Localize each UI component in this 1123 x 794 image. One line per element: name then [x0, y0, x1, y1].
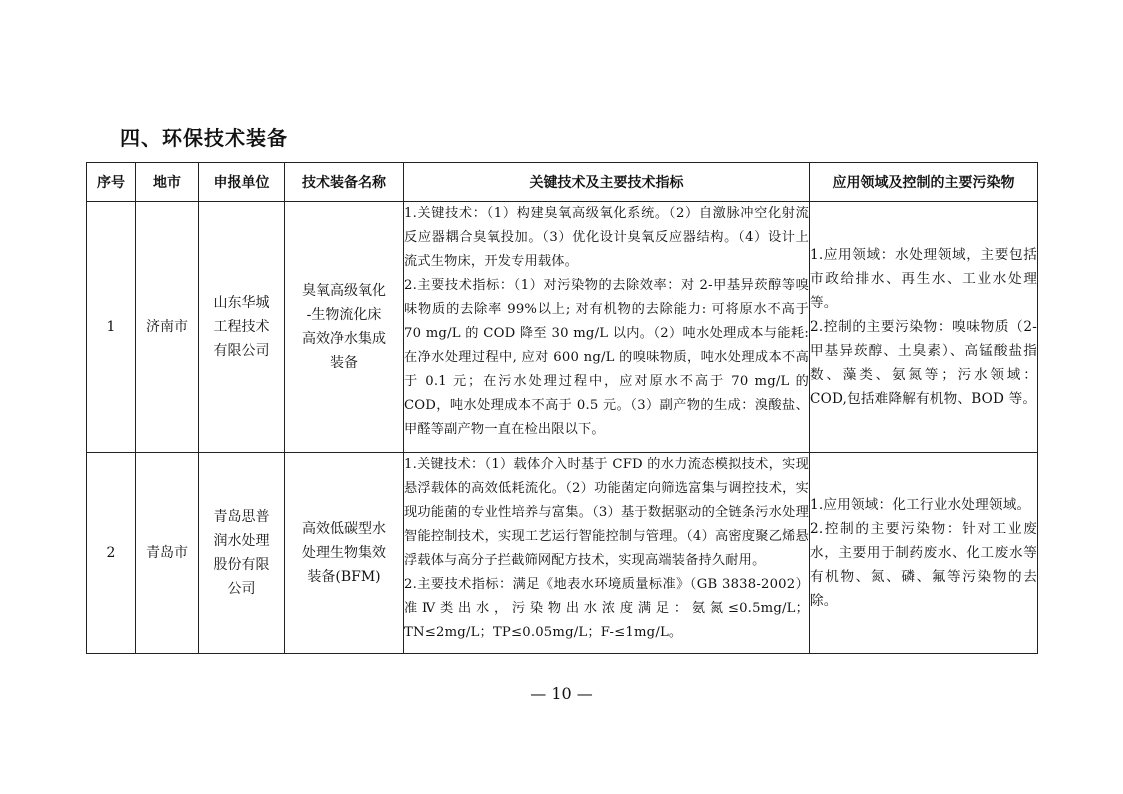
section-title: 四、环保技术装备 [120, 126, 288, 150]
unit-line: 工程技术 [213, 319, 270, 335]
row-key-tech [404, 453, 810, 654]
header-city: 地市 [136, 163, 199, 202]
name-line: 臭氧高级氧化 [302, 283, 386, 299]
table-header-row [87, 163, 1038, 202]
header-equipment-name: 技术装备名称 [285, 163, 404, 202]
row-city: 青岛市 [136, 453, 199, 654]
name-line: -生物流化床 [306, 307, 382, 323]
table-row [87, 202, 1038, 453]
row-city: 济南市 [136, 202, 199, 453]
unit-line: 股份有限 [213, 557, 270, 573]
row-application [810, 453, 1038, 654]
header-unit: 申报单位 [199, 163, 285, 202]
unit-line: 山东华城 [213, 295, 270, 311]
application-paragraph: 1.应用领域：化工行业水处理领域。 [810, 497, 1031, 513]
application-paragraph: 1.应用领域：水处理领域，主要包括市政给排水、再生水、工业水处理等。 [810, 247, 1037, 311]
name-line: 装备(BFM) [307, 569, 381, 585]
key-tech-paragraph: 1.关键技术：（1）载体介入时基于 CFD 的水力流态模拟技术，实现悬浮载体的高效低耗流化。（2）功能菌定向筛选富集与调控技术，实现功能菌的专业性培养与富集。（3）基于数据驱动的全链条污水处理智能控制技术，实现工艺运行智能控制与管理。（4）高密度聚乙烯悬浮载体与高分子拦截筛网配方技术，实现高端装备持久耐用。 [404, 457, 809, 568]
row-equipment-name [285, 202, 404, 453]
row-unit [199, 202, 285, 453]
name-line: 处理生物集效 [302, 545, 386, 561]
table-row [87, 453, 1038, 654]
row-equipment-name [285, 453, 404, 654]
unit-line: 润水处理 [213, 533, 270, 549]
key-tech-paragraph: 2.主要技术指标：（1）对污染物的去除效率：对 2-甲基异莰醇等嗅味物质的去除率 99%以上; 对有机物的去除能力: 可将原水不高于 70 mg/L 的 COD 降至 30 mg/L 以内。（2）吨水处理成本与能耗: 在净水处理过程中, 应对 600 ng/L 的嗅味物质，吨水处理成本不高于 0.1 元；在污水处理过程中，应对原水不高于 70 mg/L 的 COD，吨水处理成本不高于 0.5 元。（3）副产物的生成：溴酸盐、甲醛等副产物一直在检出限以下。 [404, 278, 809, 437]
unit-line: 有限公司 [213, 343, 270, 359]
application-paragraph: 2.控制的主要污染物：针对工业废水，主要用于制药废水、化工废水等有机物、氮、磷、氟等污染物的去除。 [810, 521, 1037, 609]
row-index: 2 [87, 453, 136, 654]
name-line: 装备 [330, 355, 358, 371]
header-index: 序号 [87, 163, 136, 202]
key-tech-paragraph: 1.关键技术：（1）构建臭氧高级氧化系统。（2）自激脉冲空化射流反应器耦合臭氧投加。（3）优化设计臭氧反应器结构。（4）设计上流式生物床，开发专用载体。 [404, 206, 809, 269]
row-unit [199, 453, 285, 654]
row-application [810, 202, 1038, 453]
application-paragraph: 2.控制的主要污染物：嗅味物质（2-甲基异莰醇、土臭素）、高锰酸盐指数、藻类、氨氮等；污水领域：COD,包括难降解有机物、BOD 等。 [810, 319, 1037, 407]
header-application: 应用领域及控制的主要污染物 [810, 163, 1038, 202]
header-key-tech: 关键技术及主要技术指标 [404, 163, 810, 202]
row-key-tech [404, 202, 810, 453]
name-line: 高效低碳型水 [302, 521, 386, 537]
page-number: — 10 — [530, 684, 593, 703]
row-index: 1 [87, 202, 136, 453]
equipment-table [86, 162, 1038, 654]
key-tech-paragraph: 2.主要技术指标：满足《地表水环境质量标准》（GB 3838-2002）准Ⅳ类出水，污染物出水浓度满足：氨氮≤0.5mg/L；TN≤2mg/L；TP≤0.05mg/L；F-≤1mg/L。 [404, 577, 809, 640]
unit-line: 公司 [227, 581, 256, 597]
name-line: 高效净水集成 [302, 331, 386, 347]
unit-line: 青岛思普 [213, 509, 270, 525]
